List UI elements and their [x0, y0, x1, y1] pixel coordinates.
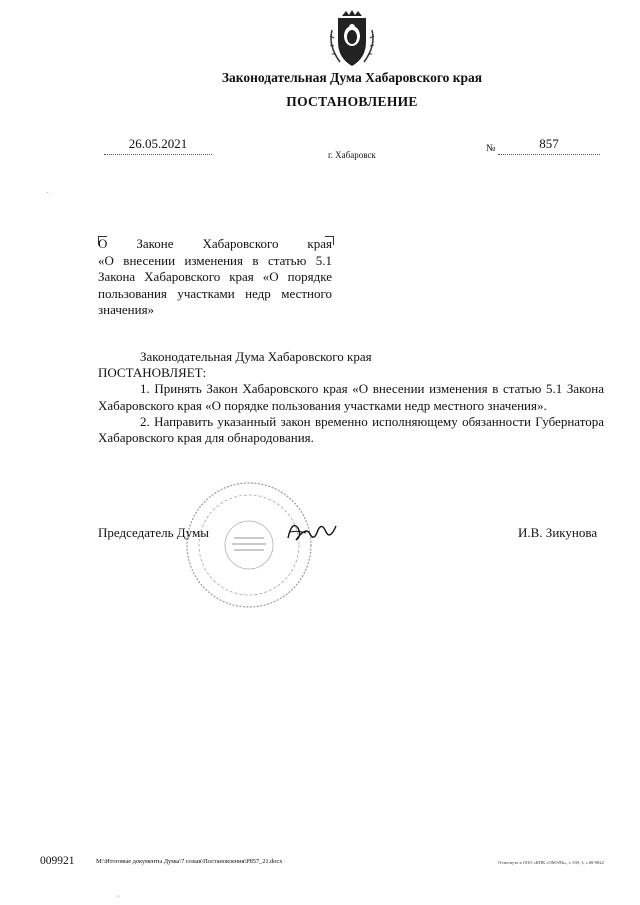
coat-of-arms-icon [326, 10, 378, 68]
subject-corner-right [325, 236, 334, 245]
document-number: 857 [498, 136, 600, 155]
handwritten-signature-icon [284, 516, 342, 546]
document-city: г. Хабаровск [328, 150, 376, 160]
body-item-2: 2. Направить указанный закон временно исполняющему обязанности Губернатора Хабаровского края для обнародования. [98, 413, 604, 446]
footer-registration-code: 009921 [40, 855, 75, 867]
document-type: ПОСТАНОВЛЕНИЕ [286, 94, 418, 109]
footer-print-note: Оттиснуто в ООО «КПК «ОМЭЛЬ», г. 539, 3, с.08-9822 [498, 860, 604, 865]
subject-line: О Законе Хабаровского края [98, 236, 332, 251]
subject-corner-left [98, 236, 107, 245]
subject-line: пользования участками недр местного [98, 285, 332, 301]
document-subject [98, 236, 332, 319]
signer-name: И.В. Зикунова [518, 525, 598, 540]
signature-title: Председатель Думы [98, 525, 209, 540]
subject-line: Закона Хабаровского края «О порядке [98, 269, 332, 284]
document-body [98, 349, 604, 446]
footer-file-path: M:\Итоговые документы Думы\7 созыв\Постановления\P857_21.docx [96, 858, 283, 865]
scan-artifact: , [118, 892, 120, 898]
body-intro: Законодательная Дума Хабаровского края [140, 349, 372, 364]
number-label: № [486, 143, 496, 154]
body-item-1: 1. Принять Закон Хабаровского края «О внесении изменения в статью 5.1 Закона Хабаровского края «О порядке пользования участками недр местного значения». [98, 381, 604, 413]
organization-name: Законодательная Дума Хабаровского края [221, 70, 483, 85]
scan-artifact: ‐ . [46, 190, 51, 196]
body-resolves: ПОСТАНОВЛЯЕТ: [98, 365, 207, 381]
document-date: 26.05.2021 [104, 136, 212, 155]
subject-line: значения» [98, 302, 155, 317]
subject-line: «О внесении изменения в статью 5.1 [98, 252, 332, 268]
